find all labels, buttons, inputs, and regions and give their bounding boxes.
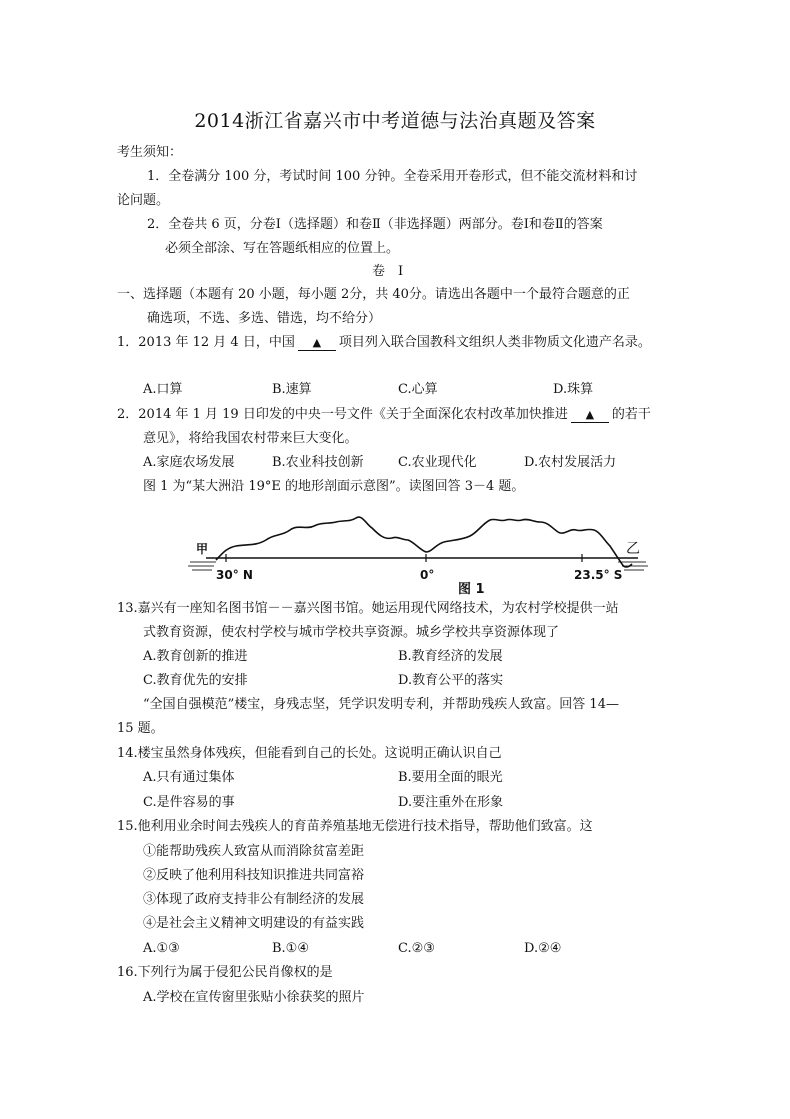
question-15-option-a: A.①③ (143, 941, 180, 956)
question-14-option-d: D.要注重外在形象 (398, 795, 504, 810)
terrain-profile-figure (186, 510, 650, 600)
figure-caption: 图 1 (458, 582, 485, 597)
question-2-option-c: C.农业现代化 (398, 455, 477, 470)
left-sea-hatching (188, 562, 216, 570)
notice-item-2-line-1: 2．全卷共 6 页，分卷Ⅰ（选择题）和卷Ⅱ（非选择题）两部分。卷Ⅰ和卷Ⅱ的答案 (147, 217, 603, 232)
section-heading-line-2: 确选项，不选、多选、错选，均不给分） (147, 311, 382, 326)
question-2-stem (117, 405, 651, 425)
material-14-15-line-2: 15 题。 (117, 721, 164, 736)
question-1-text-before: 1．2013 年 12 月 4 日，中国 (117, 335, 295, 350)
section-heading-line-1: 一、选择题（本题有 20 小题，每小题 2分，共 40分。请选出各题中一个最符合题意的正 (117, 287, 630, 302)
question-15-item-3: ③体现了政府支持非公有制经济的发展 (143, 892, 365, 907)
volume-label: 卷 Ⅰ (372, 264, 404, 279)
material-14-15-line-1: “全国自强模范”楼宝，身残志坚，凭学识发明专利，并帮助残疾人致富。回答 14— (143, 697, 619, 712)
profile-left-label: 甲 (196, 542, 209, 556)
profile-right-label: 乙 (626, 541, 640, 557)
question-2-stem-line-2: 意见》，将给我国农村带来巨大变化。 (143, 431, 358, 446)
figure-intro: 图 1 为“某大洲沿 19°E 的地形剖面示意图”。读图回答 3－4 题。 (143, 479, 525, 494)
question-14-option-c: C.是件容易的事 (143, 795, 235, 810)
question-2-text-before: 2．2014 年 1 月 19 日印发的中央一号文件《关于全面深化农村改革加快推进 (117, 407, 568, 422)
question-1-text-after: 项目列入联合国教科文组织人类非物质文化遗产名录。 (338, 335, 651, 350)
question-14-stem: 14.楼宝虽然身体残疾，但能看到自己的长处。这说明正确认识自己 (117, 746, 502, 761)
notice-item-1-line-1: 1．全卷满分 100 分，考试时间 100 分钟。全卷采用开卷形式，但不能交流材料和讨 (147, 169, 638, 184)
question-13-option-a: A.教育创新的推进 (143, 649, 248, 664)
question-13-option-d: D.教育公平的落实 (398, 673, 504, 688)
question-16-option-a: A.学校在宣传窗里张贴小徐获奖的照片 (143, 990, 365, 1005)
question-1-stem (117, 333, 651, 353)
question-2-text-after: 的若干 (611, 407, 651, 422)
question-13-line-2: 式教育资源，使农村学校与城市学校共享资源。城乡学校共享资源体现了 (143, 625, 560, 640)
question-1-option-d: D.珠算 (553, 382, 594, 397)
notice-item-2-line-2: 必须全部涂、写在答题纸相应的位置上。 (165, 241, 400, 256)
terrain-profile-line (216, 517, 632, 567)
tick-label-30n: 30° N (216, 568, 253, 582)
question-14-option-a: A.只有通过集体 (143, 770, 235, 785)
page-title: 2014浙江省嘉兴市中考道德与法治真题及答案 (194, 110, 596, 132)
question-1-option-c: C.心算 (398, 382, 438, 397)
answer-blank: ▲ (298, 336, 336, 351)
question-2-option-d: D.农村发展活力 (524, 455, 617, 470)
question-16-stem: 16.下列行为属于侵犯公民肖像权的是 (117, 965, 333, 980)
question-13-line-1: 13.嘉兴有一座知名图书馆－－嘉兴图书馆。她运用现代网络技术，为农村学校提供一站 (117, 601, 619, 616)
question-15-item-1: ①能帮助残疾人致富从而消除贫富差距 (143, 844, 365, 859)
question-15-option-b: B.①④ (272, 941, 309, 956)
question-15-item-4: ④是社会主义精神文明建设的有益实践 (143, 916, 365, 931)
question-2-option-a: A.家庭农场发展 (143, 455, 235, 470)
tick-label-equator: 0° (420, 568, 435, 582)
question-1-option-b: B.速算 (272, 382, 312, 397)
question-14-option-b: B.要用全面的眼光 (398, 770, 503, 785)
question-15-option-c: C.②③ (398, 941, 435, 956)
question-15-option-d: D.②④ (524, 941, 562, 956)
answer-blank: ▲ (571, 408, 609, 423)
question-2-option-b: B.农业科技创新 (272, 455, 364, 470)
question-15-item-2: ②反映了他利用科技知识推进共同富裕 (143, 868, 365, 883)
question-13-option-c: C.教育优先的安排 (143, 673, 248, 688)
question-1-option-a: A.口算 (143, 382, 183, 397)
notice-item-1-line-2: 论问题。 (117, 193, 170, 208)
tick-label-23-5s: 23.5° S (574, 568, 623, 582)
question-13-option-b: B.教育经济的发展 (398, 649, 503, 664)
terrain-profile-svg (186, 510, 650, 600)
question-15-stem: 15.他利用业余时间去残疾人的育苗养殖基地无偿进行技术指导，帮助他们致富。这 (117, 819, 593, 834)
notice-heading: 考生须知： (117, 145, 183, 160)
